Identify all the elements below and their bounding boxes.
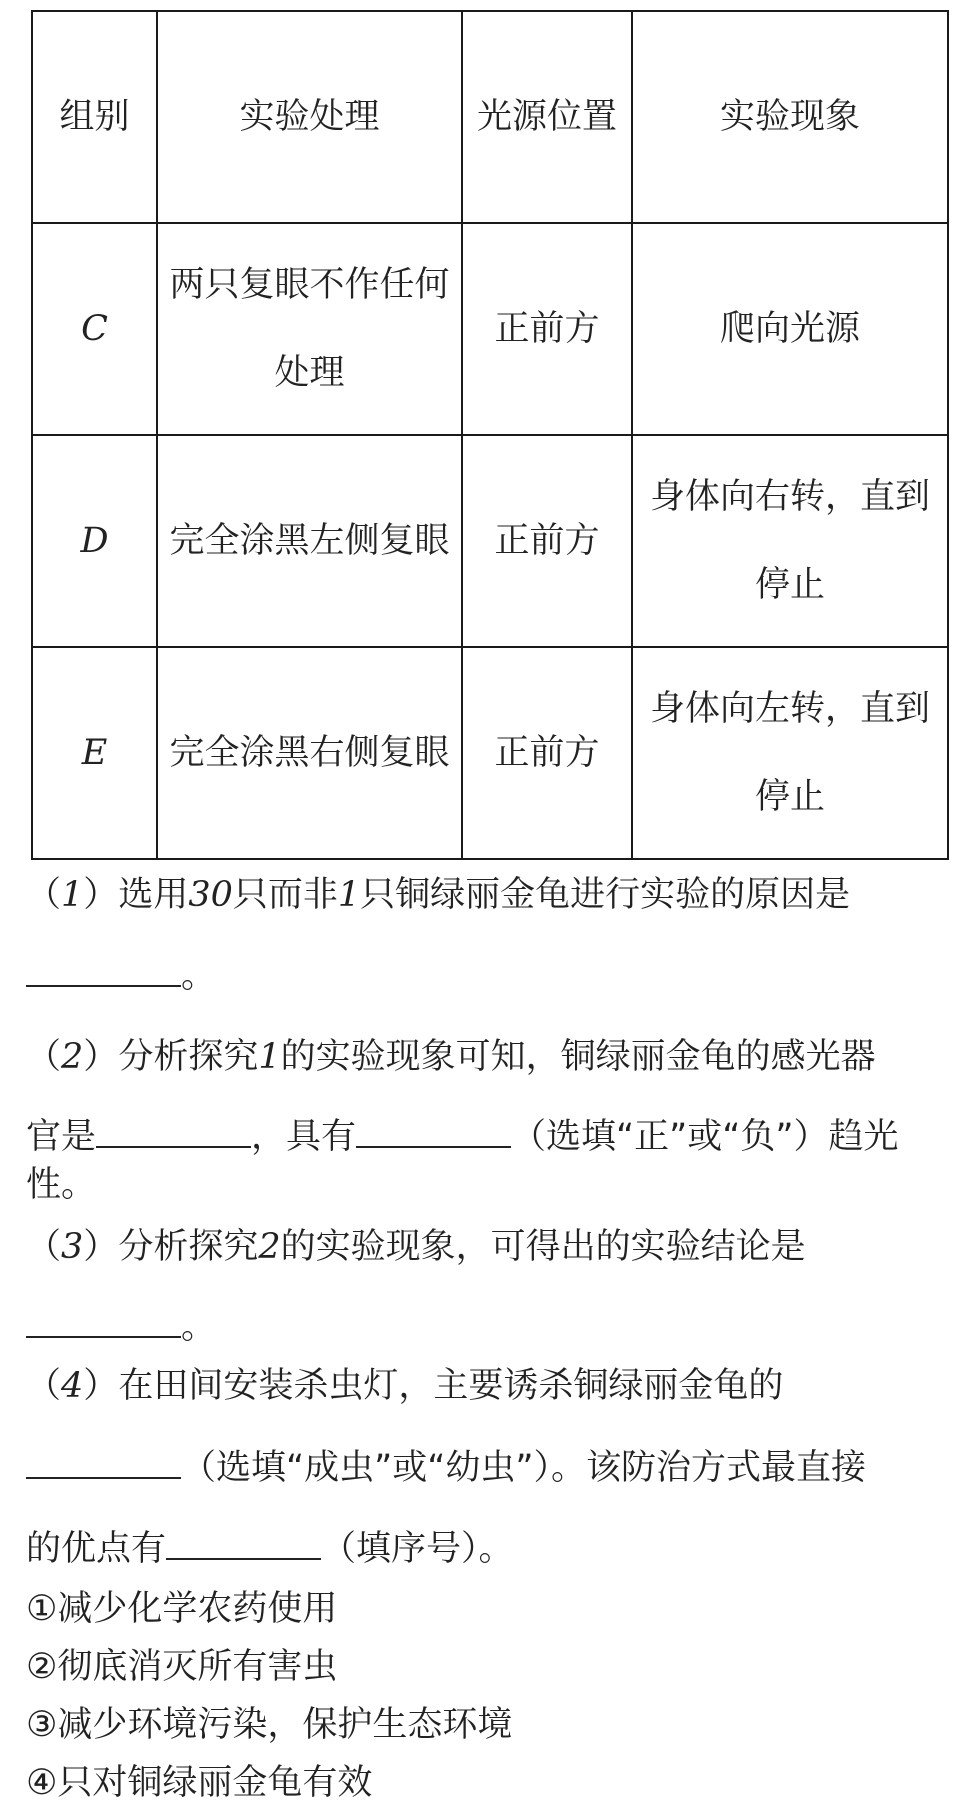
question-4 [26,1365,956,1407]
q1-paren-open: （ [26,875,62,915]
light-position-cell: 正前方 [462,223,632,435]
q2-text: 的实验现象可知，铜绿丽金龟的感光器 [280,1037,876,1077]
group-cell: E [32,647,157,859]
option-3: ③减少环境污染，保护生态环境 [26,1705,513,1745]
table-row [32,647,948,859]
q2-text: 性。 [26,1165,97,1205]
q3-paren-close: ） [83,1227,119,1267]
answer-blank[interactable] [96,1116,251,1148]
q3-number: 3 [61,1227,84,1267]
q1-end: 。 [181,956,217,996]
q1-text: 只铜绿丽金龟进行实验的原因是 [360,875,851,915]
q2-paren-close: ） [83,1037,119,1077]
q4-text: 的优点有 [26,1529,167,1569]
q2-text: （选填“正”或“负”）趋光 [511,1117,899,1157]
q4-text: 在田间安装杀虫灯，主要诱杀铜绿丽金龟的 [118,1366,784,1406]
question-2-line-2 [26,1116,956,1158]
question-3 [26,1226,956,1268]
question-1 [26,874,956,916]
header-light-position: 光源位置 [462,11,632,223]
q2-text: 分析探究 [118,1037,259,1077]
table-header-row [32,11,948,223]
question-2 [26,1036,956,1078]
phenomenon-cell: 身体向左转，直到停止 [632,647,948,859]
treatment-cell: 完全涂黑右侧复眼 [157,647,462,859]
group-cell: C [32,223,157,435]
question-4-line-2 [26,1447,956,1489]
q2-probe-number: 1 [258,1037,281,1077]
group-cell: D [32,435,157,647]
answer-blank[interactable] [166,1528,321,1560]
q3-paren-open: （ [26,1227,62,1267]
experiment-table [31,10,949,860]
q1-paren-close: ） [83,875,119,915]
question-2-line-3 [26,1164,956,1206]
option-1: ①减少化学农药使用 [26,1589,338,1629]
q3-text: 的实验现象，可得出的实验结论是 [280,1227,806,1267]
q2-paren-open: （ [26,1037,62,1077]
q4-text: （填序号）。 [321,1529,514,1569]
answer-blank[interactable] [26,1447,181,1479]
q3-end: 。 [181,1307,217,1347]
phenomenon-cell: 身体向右转，直到停止 [632,435,948,647]
option-4: ④只对铜绿丽金龟有效 [26,1763,373,1803]
answer-blank[interactable] [26,1306,181,1338]
question-4-line-3 [26,1528,956,1570]
answer-blank[interactable] [356,1116,511,1148]
q1-text: 选用 [118,875,189,915]
header-treatment: 实验处理 [157,11,462,223]
header-phenomenon: 实验现象 [632,11,948,223]
treatment-cell: 两只复眼不作任何处理 [157,223,462,435]
q4-paren-close: ） [83,1366,119,1406]
q2-text: 官是 [26,1117,97,1157]
table-row [32,223,948,435]
q1-number: 1 [61,875,84,915]
q4-text: （选填“成虫”或“幼虫”）。该防治方式最直接 [181,1448,867,1488]
question-3-answer-line [26,1306,956,1348]
question-1-answer-line [26,955,956,997]
table-row [32,435,948,647]
answer-blank[interactable] [26,955,181,987]
phenomenon-cell: 爬向光源 [632,223,948,435]
treatment-cell: 完全涂黑左侧复眼 [157,435,462,647]
q2-text: ，具有 [251,1117,357,1157]
q1-text: 只而非 [232,875,338,915]
q1-count: 30 [188,875,233,915]
light-position-cell: 正前方 [462,647,632,859]
q4-paren-open: （ [26,1366,62,1406]
q4-number: 4 [61,1366,84,1406]
light-position-cell: 正前方 [462,435,632,647]
q3-text: 分析探究 [118,1227,259,1267]
q1-count: 1 [337,875,361,915]
option-2: ②彻底消灭所有害虫 [26,1647,338,1687]
header-group: 组别 [32,11,157,223]
q3-probe-number: 2 [258,1227,281,1267]
q2-number: 2 [61,1037,84,1077]
